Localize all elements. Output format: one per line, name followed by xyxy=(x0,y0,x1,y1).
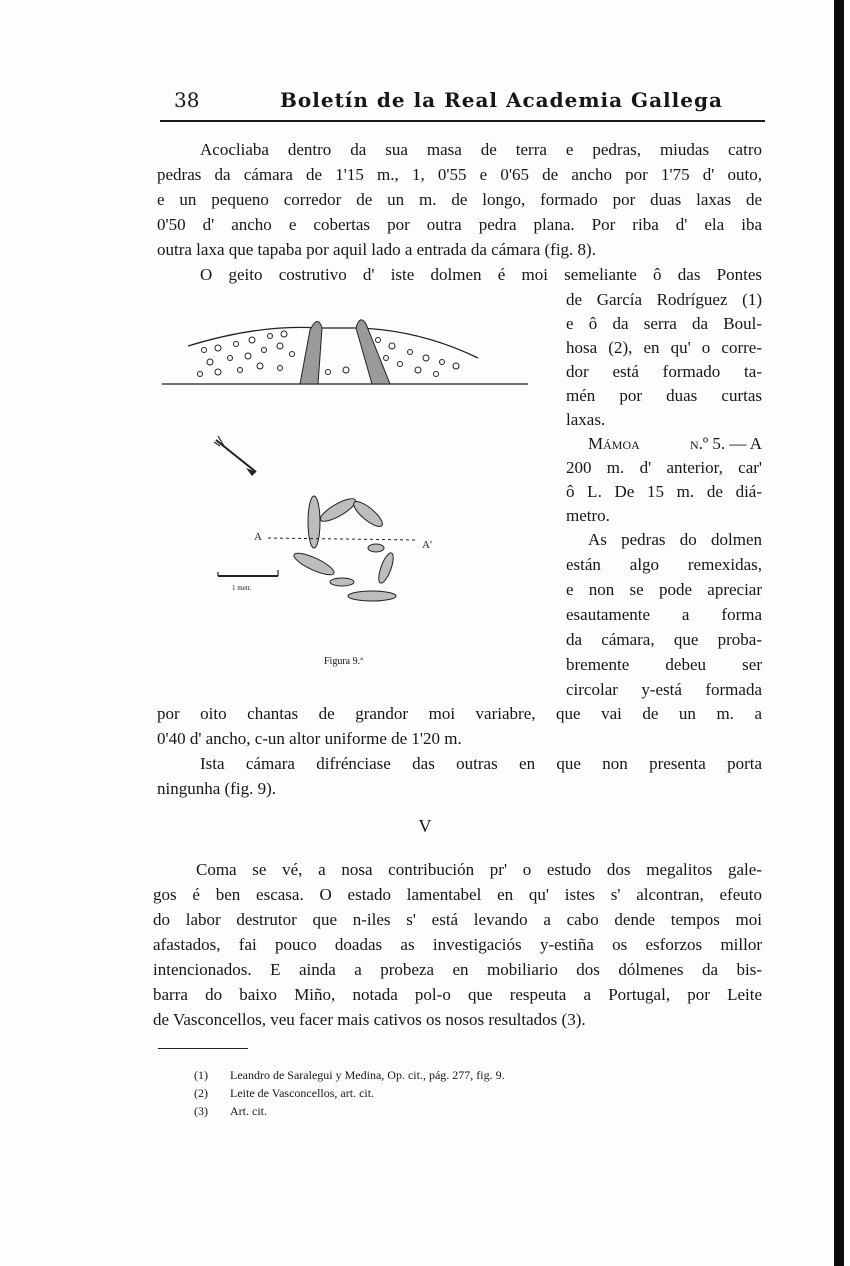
figure-label-a: A xyxy=(254,531,262,543)
figure-9-dolmen xyxy=(160,300,560,690)
section-line: gos é ben escasa. O estado lamentabel en qu' istes s' alcontran, efeuto xyxy=(153,885,762,904)
side-line: e ô da serra da Boul- xyxy=(566,314,762,333)
body-line: 0'40 d' ancho, c-un altor uniforme de 1'20 m. xyxy=(157,729,462,748)
side-line: laxas. xyxy=(566,410,606,429)
section-line: afastados, fai pouco doadas as investigaciós y-estiña os esforzos millor xyxy=(153,935,762,954)
side-line: As pedras do dolmen xyxy=(588,530,762,549)
section-line: de Vasconcellos, veu facer mais cativos os nosos resultados (3). xyxy=(153,1010,586,1029)
side-line: de García Rodríguez (1) xyxy=(566,290,762,309)
body-line: por oito chantas de grandor moi variabre, que vai de un m. a xyxy=(157,704,762,723)
body-line: ningunha (fig. 9). xyxy=(157,779,276,798)
section-line: barra do baixo Miño, notada pol-o que respeuta a Portugal, por Leite xyxy=(153,985,762,1004)
side-line: e non se pode apreciar xyxy=(566,580,762,599)
body-line: 0'50 d' ancho e cobertas por outra pedra plana. Por riba d' ela iba xyxy=(157,215,762,234)
section-line: intencionados. E ainda a probeza en mobiliario dos dólmenes da bis- xyxy=(153,960,762,979)
body-line: Ista cámara difrénciase das outras en que non presenta porta xyxy=(200,754,762,773)
scan-edge-bar xyxy=(834,0,844,1266)
section-line: Coma se vé, a nosa contribución pr' o estudo dos megalitos gale- xyxy=(196,860,762,879)
side-line: dor está formado ta- xyxy=(566,362,762,381)
side-line: bremente debeu ser xyxy=(566,655,762,674)
figure-caption: Figura 9.ª xyxy=(324,656,363,667)
footnote-number: (1) xyxy=(194,1068,208,1082)
footnote xyxy=(194,1104,267,1119)
mamoa-heading xyxy=(588,434,762,454)
side-line: esautamente a forma xyxy=(566,605,762,624)
body-line: Acocliaba dentro da sua masa de terra e pedras, miudas catro xyxy=(200,140,762,159)
page-header xyxy=(160,88,765,118)
dolmen-section-drawing xyxy=(162,320,528,384)
footnote xyxy=(194,1068,505,1083)
footnote xyxy=(194,1086,374,1101)
footnote-text: Art. cit. xyxy=(230,1104,267,1118)
footnote-text: Leandro de Saralegui y Medina, Op. cit., pág. 277, fig. 9. xyxy=(230,1068,505,1082)
body-line: outra laxa que tapaba por aquil lado a entrada da cámara (fig. 8). xyxy=(157,240,596,259)
figure-label-a-prime: A' xyxy=(422,539,432,551)
section-line: do labor destrutor que n-iles s' está levando a cabo dende tempos moi xyxy=(153,910,762,929)
side-line: 200 m. d' anterior, car' xyxy=(566,458,762,477)
mamoa-number: n.º 5. — A xyxy=(689,434,762,453)
north-arrow-icon xyxy=(214,436,256,476)
side-line: metro. xyxy=(566,506,610,525)
body-line: e un pequeno corredor de un m. de longo, formado por duas laxas de xyxy=(157,190,762,209)
side-line: hosa (2), en qu' o corre- xyxy=(566,338,762,357)
mamoa-name: Mámoa xyxy=(588,434,640,453)
scale-bar xyxy=(218,570,278,592)
page-number: 38 xyxy=(174,88,200,112)
footnote-number: (3) xyxy=(194,1104,208,1118)
side-line: circolar y-está formada xyxy=(566,680,762,699)
footnote-text: Leite de Vasconcellos, art. cit. xyxy=(230,1086,375,1100)
side-line: da cámara, que proba- xyxy=(566,630,762,649)
header-rule xyxy=(160,120,765,122)
running-title: Boletín de la Real Academia Gallega xyxy=(280,88,723,112)
dolmen-plan-drawing xyxy=(268,495,416,601)
side-line: mén por duas curtas xyxy=(566,386,762,405)
footnote-number: (2) xyxy=(194,1086,208,1100)
footnote-rule xyxy=(158,1048,248,1049)
section-heading: V xyxy=(418,816,432,836)
side-line: ô L. De 15 m. de diá- xyxy=(566,482,762,501)
side-line: están algo remexidas, xyxy=(566,555,762,574)
body-line: pedras da cámara de 1'15 m., 1, 0'55 e 0'65 de ancho por 1'75 d' outo, xyxy=(157,165,762,184)
body-line: O geito costrutivo d' iste dolmen é moi semeliante ô das Pontes xyxy=(200,265,762,284)
scale-label: 1 metr. xyxy=(232,584,252,592)
